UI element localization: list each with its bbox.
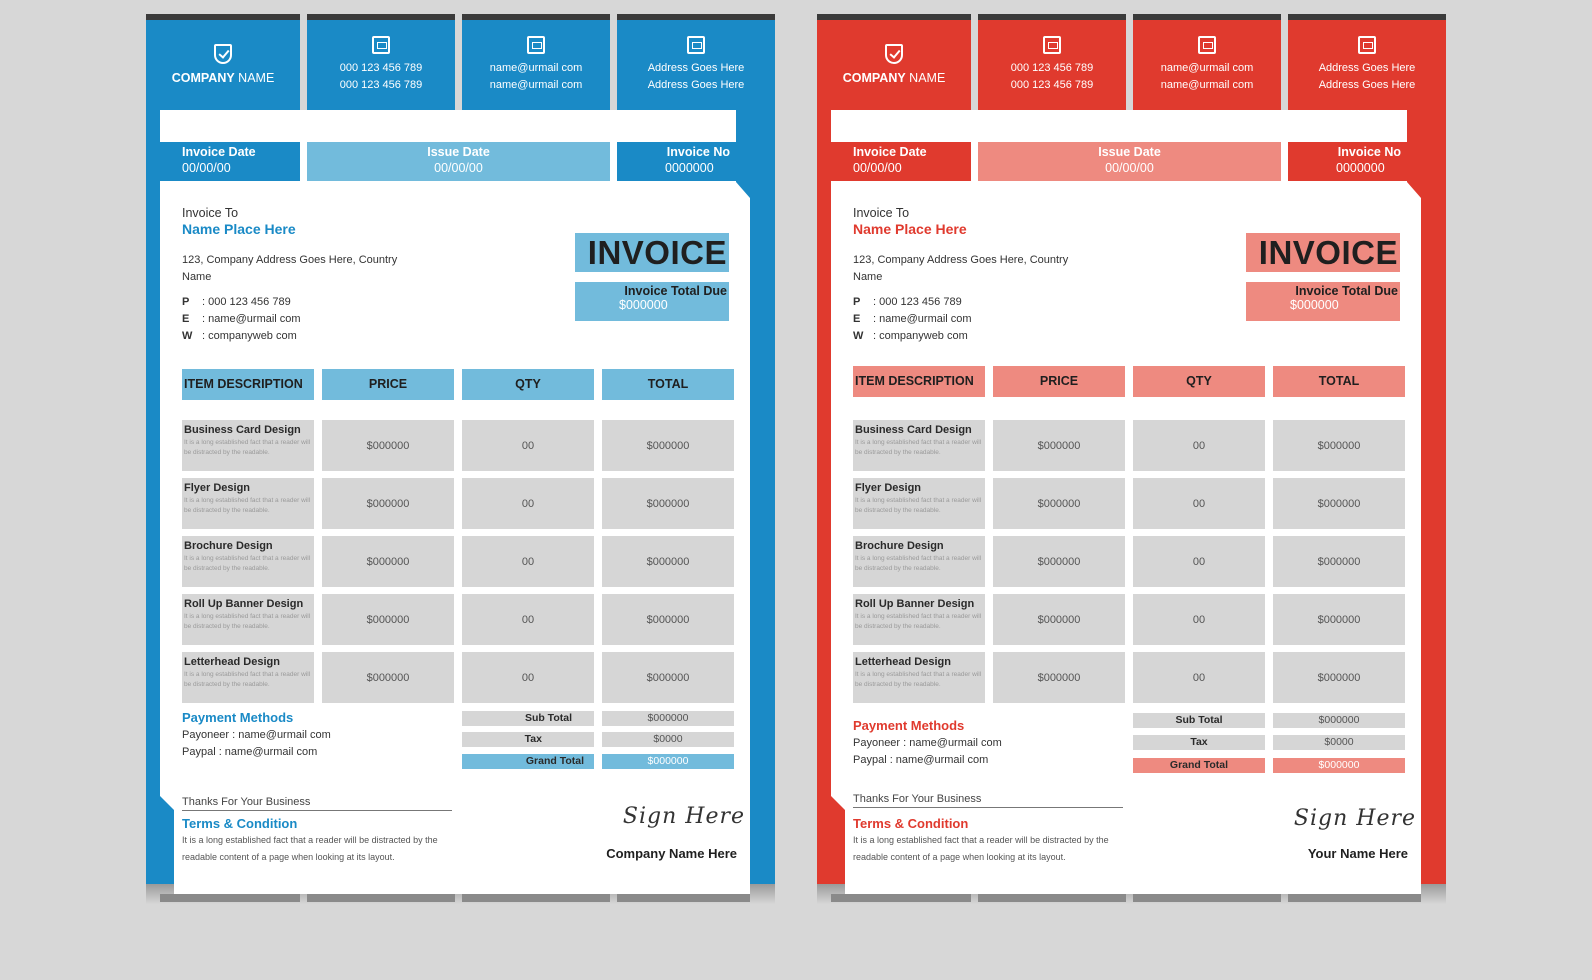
shield-icon: [214, 44, 232, 64]
col-qty: QTY: [1133, 366, 1265, 397]
tax-value: $0000: [602, 732, 734, 747]
signature: Sign Here: [622, 804, 745, 829]
col-price: PRICE: [993, 366, 1125, 397]
invoice-sheet-red: COMPANY NAME 000 123 456 789 000 123 456 789 name@urmail com name@urmail com Address Goes Here Address Goes Here Invoice Date 00/00/00 Issue Date 00/00/00 Invoice No 0000000 Invoice To Name Place Here 123, Company Address Goes Here, Country Name P : 000 123 456 789 E : name@urmail com W : companyweb com INVOICE Invoice Total Due $000000 ITEM DESCRIPTION PRICE QTY TOTAL Business Card Design It is a long established fact that a reader will be distracted by the readable. $000000 00 $000000 Flyer Design It is a long established fact that a reader will be distracted by the readable. $000000 00 $000000 Brochure Design It is a long established fact that a reader will be distracted by the readable. $000000 00 $000000 Roll Up Banner Design It is a long established fact that a reader will be distracted by the readable. $000000 00 $000000 Letterhead Design It is a long established fact that a reader will be distracted by the readable. $000000 00 $000000 Sub Total $000000 Tax $0000 Grand Total $000000 Payment Methods Payoneer : name@urmail com Paypal : name@urmail com Thanks For Your Business Terms & Condition It is a long established fact that a reader will be distracted by the readable content of a page when looking at its layout. Sign Here Your Name Here: [817, 14, 1446, 904]
location-icon: [687, 36, 705, 54]
client-email: E : name@urmail com: [853, 313, 972, 325]
issue-date: Issue Date 00/00/00: [978, 142, 1281, 181]
shield-icon: [885, 44, 903, 64]
col-qty: QTY: [462, 369, 594, 400]
header-phone: 000 123 456 789 000 123 456 789: [978, 20, 1126, 110]
invoice-title: INVOICE: [1246, 233, 1400, 272]
grand-total-value: $000000: [1273, 758, 1405, 773]
payment-methods-title: Payment Methods: [853, 718, 965, 733]
grand-total-label: Grand Total: [462, 754, 594, 769]
terms-body: It is a long established fact that a reader will be distracted by the readable content of a page when looking at its layout.: [182, 835, 438, 862]
terms-body: It is a long established fact that a reader will be distracted by the readable content of a page when looking at its layout.: [853, 835, 1109, 862]
header-address: Address Goes Here Address Goes Here: [617, 20, 775, 110]
client-email: E : name@urmail com: [182, 313, 301, 325]
signer-name: Company Name Here: [606, 846, 737, 861]
client-phone: P : 000 123 456 789: [853, 296, 962, 308]
col-item-description: ITEM DESCRIPTION: [853, 366, 985, 397]
company-brand: COMPANY NAME: [146, 20, 300, 110]
thanks-message: Thanks For Your Business: [182, 796, 452, 811]
payment-payoneer: Payoneer : name@urmail com: [182, 729, 331, 741]
invoice-total-due: Invoice Total Due $000000: [575, 282, 729, 321]
grand-total-label: Grand Total: [1133, 758, 1265, 773]
phone-icon: [1043, 36, 1061, 54]
issue-date: Issue Date 00/00/00: [307, 142, 610, 181]
client-phone: P : 000 123 456 789: [182, 296, 291, 308]
col-total: TOTAL: [602, 369, 734, 400]
header-address: Address Goes Here Address Goes Here: [1288, 20, 1446, 110]
mail-icon: [1198, 36, 1216, 54]
terms-title: Terms & Condition: [853, 816, 969, 831]
header-email: name@urmail com name@urmail com: [1133, 20, 1281, 110]
payment-paypal: Paypal : name@urmail com: [182, 746, 318, 758]
sub-total-value: $000000: [602, 711, 734, 726]
client-address: 123, Company Address Goes Here, Country Name: [853, 254, 1069, 283]
invoice-number: Invoice No 0000000: [1288, 142, 1407, 181]
invoice-to-label: Invoice To: [853, 206, 910, 220]
payment-methods-title: Payment Methods: [182, 710, 294, 725]
invoice-date: Invoice Date 00/00/00: [160, 142, 300, 181]
client-address: 123, Company Address Goes Here, Country Name: [182, 254, 398, 283]
mail-icon: [527, 36, 545, 54]
sub-total-label: Sub Total: [1133, 713, 1265, 728]
col-total: TOTAL: [1273, 366, 1405, 397]
client-name: Name Place Here: [853, 221, 967, 237]
phone-icon: [372, 36, 390, 54]
location-icon: [1358, 36, 1376, 54]
col-item-description: ITEM DESCRIPTION: [182, 369, 314, 400]
client-name: Name Place Here: [182, 221, 296, 237]
terms-title: Terms & Condition: [182, 816, 298, 831]
invoice-to-label: Invoice To: [182, 206, 239, 220]
invoice-number: Invoice No 0000000: [617, 142, 736, 181]
payment-payoneer: Payoneer : name@urmail com: [853, 737, 1002, 749]
client-web: W : companyweb com: [182, 330, 297, 342]
company-brand: COMPANY NAME: [817, 20, 971, 110]
invoice-title: INVOICE: [575, 233, 729, 272]
grand-total-value: $000000: [602, 754, 734, 769]
payment-paypal: Paypal : name@urmail com: [853, 754, 989, 766]
tax-value: $0000: [1273, 735, 1405, 750]
sub-total-label: Sub Total: [462, 711, 594, 726]
header-phone: 000 123 456 789 000 123 456 789: [307, 20, 455, 110]
tax-label: Tax: [1133, 735, 1265, 750]
thanks-message: Thanks For Your Business: [853, 793, 1123, 808]
client-web: W : companyweb com: [853, 330, 968, 342]
sub-total-value: $000000: [1273, 713, 1405, 728]
signature: Sign Here: [1293, 806, 1416, 831]
signer-name: Your Name Here: [1307, 846, 1408, 861]
invoice-sheet-blue: COMPANY NAME 000 123 456 789 000 123 456 789 name@urmail com name@urmail com Address Goes Here Address Goes Here Invoice Date 00/00/00 Issue Date 00/00/00 Invoice No 0000000 Invoice To Name Place Here 123, Company Address Goes Here, Country Name P : 000 123 456 789 E : name@urmail com W : companyweb com INVOICE Invoice Total Due $000000 ITEM DESCRIPTION PRICE QTY TOTAL Business Card Design It is a long established fact that a reader will be distracted by the readable. $000000 00 $000000 Flyer Design It is a long established fact that a reader will be distracted by the readable. $000000 00 $000000 Brochure Design It is a long established fact that a reader will be distracted by the readable. $000000 00 $000000 Roll Up Banner Design It is a long established fact that a reader will be distracted by the readable. $000000 00 $000000 Letterhead Design It is a long established fact that a reader will be distracted by the readable. $000000 00 $000000 Sub Total $000000 Tax $0000 Grand Total $000000 Payment Methods Payoneer : name@urmail com Paypal : name@urmail com Thanks For Your Business Terms & Condition It is a long established fact that a reader will be distracted by the readable content of a page when looking at its layout. Sign Here Company Name Here: [146, 14, 775, 904]
header-email: name@urmail com name@urmail com: [462, 20, 610, 110]
invoice-date: Invoice Date 00/00/00: [831, 142, 971, 181]
invoice-total-due: Invoice Total Due $000000: [1246, 282, 1400, 321]
tax-label: Tax: [462, 732, 594, 747]
col-price: PRICE: [322, 369, 454, 400]
